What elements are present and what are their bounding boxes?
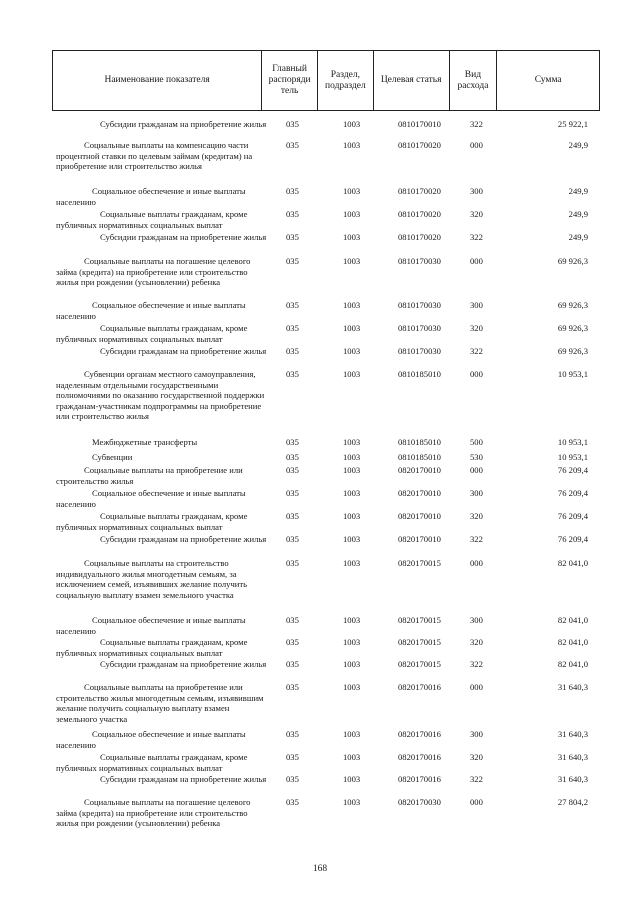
row-main: 035	[286, 488, 299, 498]
row-sum: 31 640,3	[557, 752, 588, 762]
row-target: 0810170020	[398, 232, 441, 242]
header-name: Наименование показателя	[53, 51, 262, 110]
row-target: 0820170030	[398, 797, 441, 807]
row-name: Социальное обеспечение и иные выплаты населению	[56, 300, 246, 321]
row-target: 0810185010	[398, 369, 441, 379]
row-kind: 530	[470, 452, 483, 462]
row-name: Социальное обеспечение и иные выплаты населению	[56, 615, 246, 636]
row-main: 035	[286, 511, 299, 521]
row-kind: 322	[470, 659, 483, 669]
row-target: 0820170015	[398, 558, 441, 568]
row-section: 1003	[343, 729, 361, 739]
row-name: Субсидии гражданам на приобретение жилья	[100, 346, 267, 356]
row-name: Социальные выплаты гражданам, кроме публичных нормативных социальных выплат	[56, 511, 248, 532]
row-sum: 249,9	[568, 186, 588, 196]
row-sum: 10 953,1	[557, 452, 588, 462]
row-main: 035	[286, 729, 299, 739]
row-target: 0820170010	[398, 511, 441, 521]
row-target: 0810170020	[398, 186, 441, 196]
row-target: 0810185010	[398, 437, 441, 447]
row-sum: 31 640,3	[557, 682, 588, 692]
row-kind: 500	[470, 437, 483, 447]
row-main: 035	[286, 186, 299, 196]
row-target: 0820170010	[398, 534, 441, 544]
row-name: Субсидии гражданам на приобретение жилья	[100, 774, 267, 784]
row-name: Социальные выплаты на строительство индивидуального жилья многодетным семьям, за исключением семей, изъявивших желание получить социальную выплату взамен земельного участка	[56, 558, 248, 600]
row-name: Социальные выплаты на погашение целевого займа (кредита) на приобретение или строительство жилья при рождении (усыновлении) ребенка	[56, 256, 251, 287]
row-kind: 322	[470, 232, 483, 242]
row-kind: 320	[470, 637, 483, 647]
row-main: 035	[286, 232, 299, 242]
row-kind: 300	[470, 186, 483, 196]
row-kind: 000	[470, 682, 483, 692]
row-section: 1003	[343, 323, 361, 333]
row-section: 1003	[343, 369, 361, 379]
row-target: 0820170015	[398, 615, 441, 625]
row-target: 0810170020	[398, 140, 441, 150]
row-target: 0810170010	[398, 119, 441, 129]
row-target: 0820170016	[398, 774, 441, 784]
row-name: Субвенции органам местного самоуправления, наделенным отдельными государственными полномочиями по оказанию государственной поддержки гражданам-участникам подпрограммы на приобретение или строительство жилья	[56, 369, 265, 421]
row-main: 035	[286, 119, 299, 129]
row-section: 1003	[343, 140, 361, 150]
row-main: 035	[286, 682, 299, 692]
header-target-article: Целевая статья	[374, 51, 450, 110]
row-section: 1003	[343, 534, 361, 544]
row-kind: 322	[470, 534, 483, 544]
row-section: 1003	[343, 346, 361, 356]
row-section: 1003	[343, 209, 361, 219]
row-target: 0820170010	[398, 465, 441, 475]
row-main: 035	[286, 774, 299, 784]
row-section: 1003	[343, 437, 361, 447]
row-kind: 300	[470, 729, 483, 739]
row-main: 035	[286, 534, 299, 544]
row-main: 035	[286, 797, 299, 807]
row-main: 035	[286, 659, 299, 669]
row-main: 035	[286, 452, 299, 462]
row-name: Субсидии гражданам на приобретение жилья	[100, 534, 267, 544]
row-name: Социальные выплаты гражданам, кроме публичных нормативных социальных выплат	[56, 209, 248, 230]
row-sum: 10 953,1	[557, 437, 588, 447]
row-section: 1003	[343, 615, 361, 625]
row-kind: 322	[470, 119, 483, 129]
row-main: 035	[286, 369, 299, 379]
row-sum: 76 209,4	[557, 511, 588, 521]
row-section: 1003	[343, 452, 361, 462]
row-target: 0810170020	[398, 209, 441, 219]
row-main: 035	[286, 209, 299, 219]
row-main: 035	[286, 300, 299, 310]
row-sum: 82 041,0	[557, 659, 588, 669]
row-section: 1003	[343, 637, 361, 647]
row-main: 035	[286, 437, 299, 447]
row-kind: 300	[470, 615, 483, 625]
row-target: 0820170016	[398, 729, 441, 739]
row-target: 0810170030	[398, 323, 441, 333]
row-name: Субвенции	[92, 452, 133, 462]
row-kind: 000	[470, 140, 483, 150]
row-name: Социальное обеспечение и иные выплаты населению	[56, 488, 246, 509]
row-sum: 69 926,3	[557, 256, 588, 266]
row-main: 035	[286, 140, 299, 150]
row-main: 035	[286, 637, 299, 647]
row-sum: 249,9	[568, 232, 588, 242]
row-name: Субсидии гражданам на приобретение жилья	[100, 232, 267, 242]
row-sum: 82 041,0	[557, 615, 588, 625]
row-section: 1003	[343, 682, 361, 692]
row-name: Социальное обеспечение и иные выплаты населению	[56, 729, 246, 750]
row-kind: 000	[470, 465, 483, 475]
row-section: 1003	[343, 186, 361, 196]
row-name: Социальные выплаты гражданам, кроме публичных нормативных социальных выплат	[56, 637, 248, 658]
row-section: 1003	[343, 752, 361, 762]
row-target: 0820170010	[398, 488, 441, 498]
row-name: Социальные выплаты на приобретение или строительство жилья	[56, 465, 243, 486]
row-section: 1003	[343, 511, 361, 521]
row-main: 035	[286, 752, 299, 762]
row-kind: 322	[470, 774, 483, 784]
row-section: 1003	[343, 232, 361, 242]
row-target: 0810185010	[398, 452, 441, 462]
row-main: 035	[286, 558, 299, 568]
row-sum: 82 041,0	[557, 558, 588, 568]
header-section: Раздел, подраздел	[318, 51, 374, 110]
row-kind: 300	[470, 300, 483, 310]
row-sum: 76 209,4	[557, 465, 588, 475]
row-kind: 000	[470, 369, 483, 379]
header-expense-kind: Вид расхода	[450, 51, 498, 110]
row-section: 1003	[343, 300, 361, 310]
row-target: 0820170016	[398, 682, 441, 692]
row-sum: 31 640,3	[557, 774, 588, 784]
row-name: Социальное обеспечение и иные выплаты населению	[56, 186, 246, 207]
row-sum: 25 922,1	[557, 119, 588, 129]
row-kind: 000	[470, 558, 483, 568]
row-target: 0810170030	[398, 346, 441, 356]
row-kind: 320	[470, 752, 483, 762]
row-section: 1003	[343, 558, 361, 568]
row-section: 1003	[343, 256, 361, 266]
row-name: Субсидии гражданам на приобретение жилья	[100, 119, 267, 129]
row-sum: 10 953,1	[557, 369, 588, 379]
row-section: 1003	[343, 488, 361, 498]
row-sum: 69 926,3	[557, 323, 588, 333]
row-kind: 320	[470, 209, 483, 219]
row-name: Социальные выплаты на погашение целевого займа (кредита) на приобретение или строительство жилья при рождении (усыновлении) ребенка	[56, 797, 251, 828]
row-sum: 82 041,0	[557, 637, 588, 647]
row-section: 1003	[343, 465, 361, 475]
row-section: 1003	[343, 659, 361, 669]
row-sum: 76 209,4	[557, 534, 588, 544]
row-sum: 249,9	[568, 140, 588, 150]
row-sum: 31 640,3	[557, 729, 588, 739]
row-kind: 320	[470, 511, 483, 521]
row-section: 1003	[343, 797, 361, 807]
row-kind: 000	[470, 256, 483, 266]
row-kind: 320	[470, 323, 483, 333]
row-sum: 249,9	[568, 209, 588, 219]
row-name: Социальные выплаты гражданам, кроме публичных нормативных социальных выплат	[56, 323, 248, 344]
row-main: 035	[286, 465, 299, 475]
row-kind: 000	[470, 797, 483, 807]
header-main-manager: Главный распоряди тель	[262, 51, 318, 110]
row-sum: 76 209,4	[557, 488, 588, 498]
page-number: 168	[312, 864, 328, 874]
row-main: 035	[286, 323, 299, 333]
row-kind: 322	[470, 346, 483, 356]
row-name: Социальные выплаты гражданам, кроме публичных нормативных социальных выплат	[56, 752, 248, 773]
row-main: 035	[286, 256, 299, 266]
row-target: 0820170015	[398, 637, 441, 647]
row-name: Субсидии гражданам на приобретение жилья	[100, 659, 267, 669]
row-name: Социальные выплаты на компенсацию части процентной ставки по целевым займам (кредитам) на приобретение или строительство жилья	[56, 140, 253, 171]
header-sum: Сумма	[534, 75, 562, 85]
row-main: 035	[286, 615, 299, 625]
row-kind: 300	[470, 488, 483, 498]
row-sum: 27 804,2	[557, 797, 588, 807]
row-sum: 69 926,3	[557, 346, 588, 356]
row-name: Межбюджетные трансферты	[92, 437, 198, 447]
row-name: Социальные выплаты на приобретение или строительство жилья многодетным семьям, изъявившим желание получить социальную выплату взамен земельного участка	[56, 682, 264, 724]
row-section: 1003	[343, 119, 361, 129]
row-sum: 69 926,3	[557, 300, 588, 310]
row-main: 035	[286, 346, 299, 356]
row-target: 0810170030	[398, 256, 441, 266]
row-target: 0810170030	[398, 300, 441, 310]
row-section: 1003	[343, 774, 361, 784]
row-target: 0820170015	[398, 659, 441, 669]
row-target: 0820170016	[398, 752, 441, 762]
